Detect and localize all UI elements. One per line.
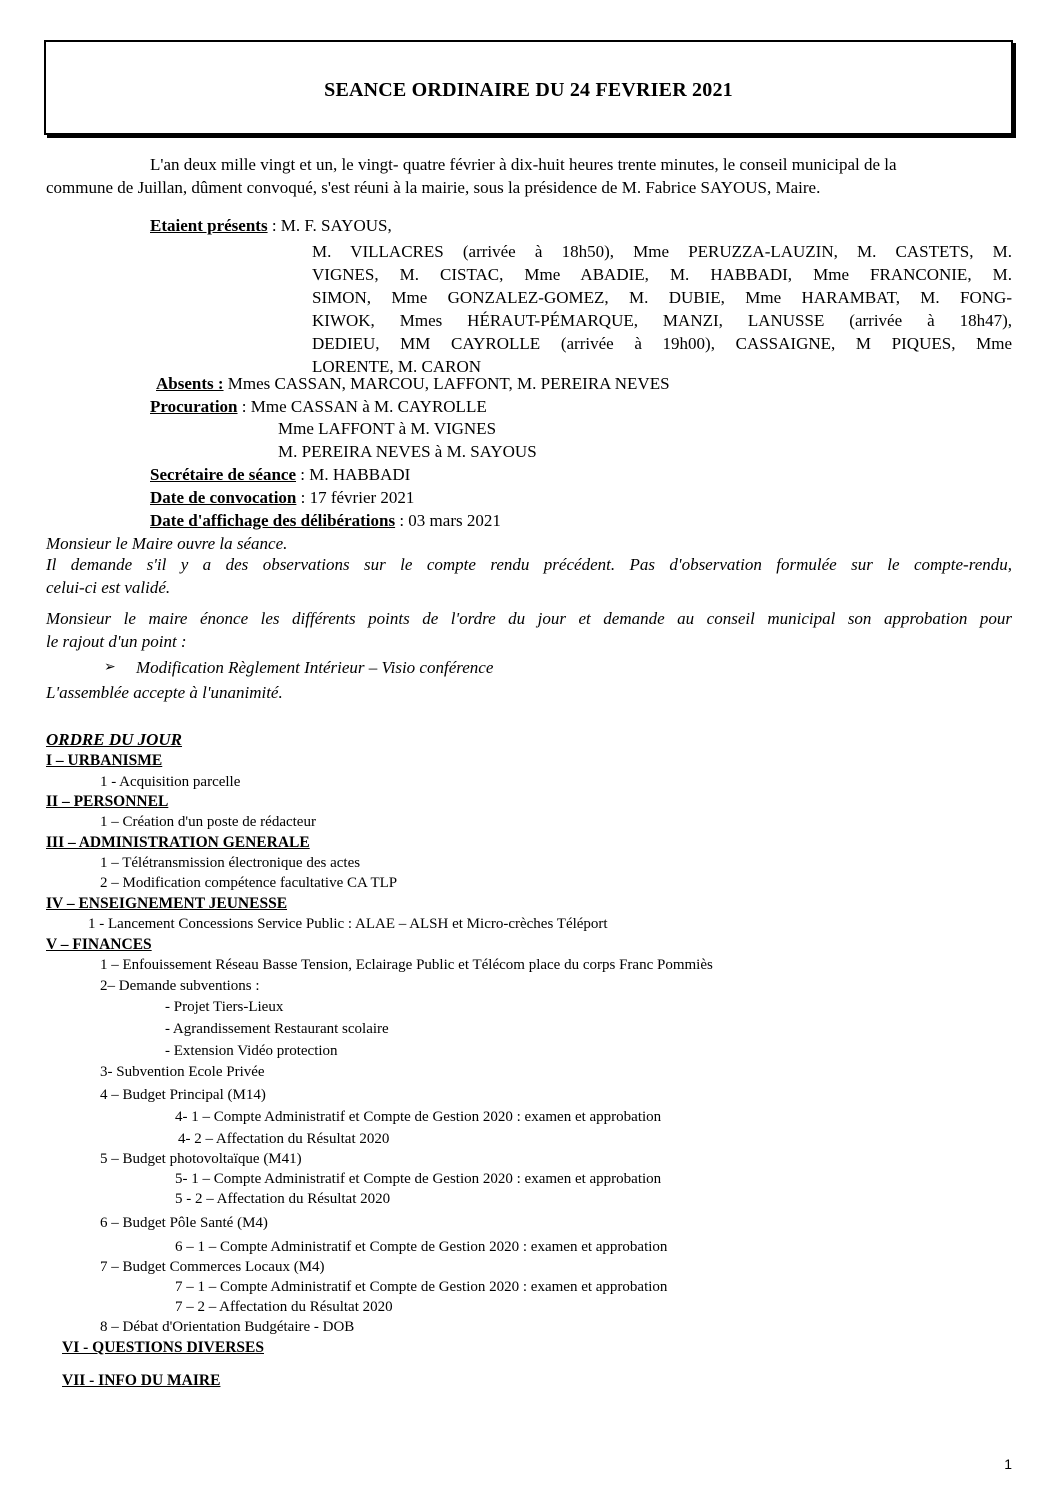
procuration-line-3: M. PEREIRA NEVES à M. SAYOUS <box>278 442 537 461</box>
procuration-line-2: Mme LAFFONT à M. VIGNES <box>278 419 497 438</box>
intro-line-1: L'an deux mille vingt et un, le vingt- quatre février à dix-huit heures trente minutes, le conseil municipal de la <box>150 155 897 174</box>
agenda-subitem: - Agrandissement Restaurant scolaire <box>165 1021 389 1037</box>
agenda-subitem: 7 – 1 – Compte Administratif et Compte de Gestion 2020 : examen et approbation <box>175 1279 668 1295</box>
section-administration: III – ADMINISTRATION GENERALE <box>46 834 310 851</box>
presents-list <box>312 240 1012 378</box>
agenda-item: 3- Subvention Ecole Privée <box>100 1064 265 1080</box>
presents-line: M. VILLACRES (arrivée à 18h50), Mme PERUZZA-LAUZIN, M. CASTETS, M. <box>312 242 1012 261</box>
agenda-item: 8 – Débat d'Orientation Budgétaire - DOB <box>100 1319 355 1335</box>
section-questions-diverses: VI - QUESTIONS DIVERSES <box>62 1339 264 1356</box>
agenda-heading: ORDRE DU JOUR <box>46 730 183 749</box>
agenda-item: 1 - Lancement Concessions Service Public : ALAE – ALSH et Micro-crèches Téléport <box>88 916 608 932</box>
page-title: SEANCE ORDINAIRE DU 24 FEVRIER 2021 <box>324 79 733 101</box>
presents-line: SIMON, Mme GONZALEZ-GOMEZ, M. DUBIE, Mme HARAMBAT, M. FONG- <box>312 288 1012 307</box>
presents-line: LORENTE, M. CARON <box>312 357 482 376</box>
presents-label: Etaient présents <box>150 216 268 235</box>
enonce-line-2: le rajout d'un point : <box>46 632 187 651</box>
intro-line-2: commune de Juillan, dûment convoqué, s'est réuni à la mairie, sous la présidence de M. Fabrice SAYOUS, Maire. <box>46 178 821 197</box>
procuration-row <box>150 397 487 417</box>
agenda-item: 6 – Budget Pôle Santé (M4) <box>100 1215 268 1231</box>
demande-paragraph <box>46 553 1012 599</box>
convocation-row <box>150 488 414 508</box>
agenda-item: 1 – Télétransmission électronique des actes <box>100 855 361 871</box>
agenda-item: 4 – Budget Principal (M14) <box>100 1087 266 1103</box>
assemblee-accepte: L'assemblée accepte à l'unanimité. <box>46 683 283 702</box>
agenda-subitem: - Projet Tiers-Lieux <box>165 999 284 1015</box>
absents-label: Absents : <box>156 374 224 393</box>
presents-row <box>150 216 392 236</box>
enonce-line-1: Monsieur le maire énonce les différents points de l'ordre du jour et demande au conseil municipal son approbation pour <box>46 609 1012 628</box>
page-number: 1 <box>1004 1456 1012 1472</box>
agenda-subitem: 4- 1 – Compte Administratif et Compte de Gestion 2020 : examen et approbation <box>175 1109 662 1125</box>
agenda-item: 1 – Enfouissement Réseau Basse Tension, Eclairage Public et Télécom place du corps Franc Pommiès <box>100 957 713 973</box>
presents-line: DEDIEU, MM CAYROLLE (arrivée à 19h00), CASSAIGNE, M PIQUES, Mme <box>312 334 1012 353</box>
agenda-item: 2– Demande subventions : <box>100 978 260 994</box>
presents-line: VIGNES, M. CISTAC, Mme ABADIE, M. HABBADI, Mme FRANCONIE, M. <box>312 265 1012 284</box>
agenda-item: 7 – Budget Commerces Locaux (M4) <box>100 1259 325 1275</box>
arrow-bullet-icon: ➢ <box>104 659 116 675</box>
agenda-subitem: 5 - 2 – Affectation du Résultat 2020 <box>175 1191 391 1207</box>
agenda-item: 1 – Création d'un poste de rédacteur <box>100 814 316 830</box>
demande-line-1: Il demande s'il y a des observations sur le compte rendu précédent. Pas d'observation formulée sur le compte-rendu, <box>46 555 1012 574</box>
affichage-value: : 03 mars 2021 <box>395 511 501 530</box>
section-finances: V – FINANCES <box>46 936 152 953</box>
section-enseignement: IV – ENSEIGNEMENT JEUNESSE <box>46 895 288 912</box>
title-box <box>44 40 1013 135</box>
agenda-subitem: - Extension Vidéo protection <box>165 1043 338 1059</box>
presents-line: KIWOK, Mmes HÉRAUT-PÉMARQUE, MANZI, LANUSSE (arrivée à 18h47), <box>312 311 1012 330</box>
presents-first: : M. F. SAYOUS, <box>267 216 392 235</box>
agenda-subitem: 4- 2 – Affectation du Résultat 2020 <box>178 1131 390 1147</box>
agenda-subitem: 5- 1 – Compte Administratif et Compte de Gestion 2020 : examen et approbation <box>175 1171 662 1187</box>
procuration-label: Procuration <box>150 397 238 416</box>
ouvre-seance: Monsieur le Maire ouvre la séance. <box>46 534 288 553</box>
agenda-item: 2 – Modification compétence facultative CA TLP <box>100 875 398 891</box>
secretaire-value: : M. HABBADI <box>296 465 411 484</box>
enonce-paragraph <box>46 607 1012 653</box>
agenda-subitem: 7 – 2 – Affectation du Résultat 2020 <box>175 1299 393 1315</box>
bullet-point: Modification Règlement Intérieur – Visio conférence <box>136 658 494 677</box>
agenda-item: 5 – Budget photovoltaïque (M41) <box>100 1151 302 1167</box>
procuration-first: : Mme CASSAN à M. CAYROLLE <box>237 397 487 416</box>
agenda-subitem: 6 – 1 – Compte Administratif et Compte de Gestion 2020 : examen et approbation <box>175 1239 668 1255</box>
absents-value: Mmes CASSAN, MARCOU, LAFFONT, M. PEREIRA NEVES <box>223 374 670 393</box>
convocation-value: : 17 février 2021 <box>296 488 415 507</box>
affichage-label: Date d'affichage des délibérations <box>150 511 396 530</box>
absents-row <box>156 374 670 394</box>
section-urbanisme: I – URBANISME <box>46 752 163 769</box>
section-personnel: II – PERSONNEL <box>46 793 169 810</box>
affichage-row <box>150 511 501 531</box>
section-info-maire: VII - INFO DU MAIRE <box>62 1372 221 1389</box>
agenda-item: 1 - Acquisition parcelle <box>100 774 241 790</box>
secretaire-label: Secrétaire de séance <box>150 465 297 484</box>
secretaire-row <box>150 465 410 485</box>
convocation-label: Date de convocation <box>150 488 297 507</box>
demande-line-2: celui-ci est validé. <box>46 578 171 597</box>
